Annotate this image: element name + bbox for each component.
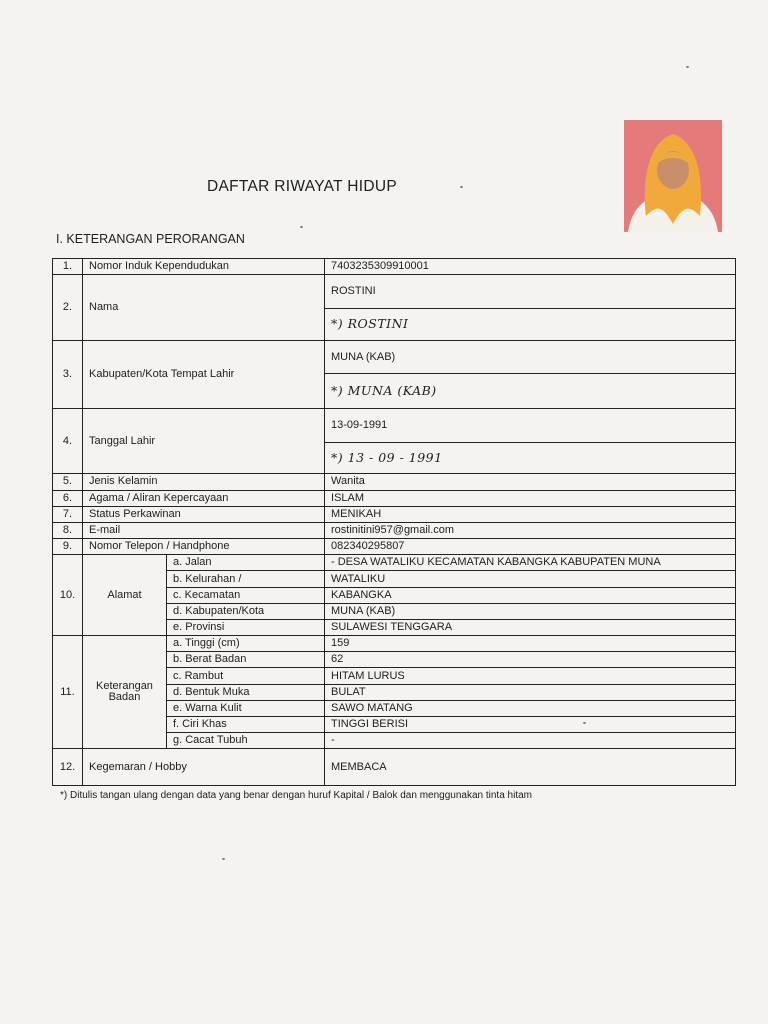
sub-label: f. Ciri Khas <box>167 716 325 732</box>
sub-value: WATALIKU <box>325 571 736 587</box>
sub-label: a. Jalan <box>167 555 325 571</box>
row-number: 3. <box>53 340 83 408</box>
sub-value: KABANGKA <box>325 587 736 603</box>
scan-speck <box>583 722 586 724</box>
field-value: ROSTINI <box>325 275 736 308</box>
field-value: Wanita <box>325 474 736 490</box>
row-hobby <box>53 749 736 786</box>
row-nama <box>53 275 736 308</box>
field-label: Status Perkawinan <box>83 506 325 522</box>
sub-value: SULAWESI TENGGARA <box>325 619 736 635</box>
row-number: 9. <box>53 539 83 555</box>
row-alamat <box>53 555 736 571</box>
row-tempat-lahir <box>53 340 736 373</box>
row-tanggal-lahir <box>53 408 736 442</box>
group-label-line: Badan <box>108 691 141 704</box>
row-keterangan-badan <box>53 636 736 652</box>
sub-value: BULAT <box>325 684 736 700</box>
sub-value: MUNA (KAB) <box>325 603 736 619</box>
sub-label: e. Provinsi <box>167 619 325 635</box>
sub-label: a. Tinggi (cm) <box>167 636 325 652</box>
sub-label: d. Kabupaten/Kota <box>167 603 325 619</box>
sub-label: c. Kecamatan <box>167 587 325 603</box>
handwritten-value: *) MUNA (KAB) <box>325 374 736 408</box>
row-number: 5. <box>53 474 83 490</box>
sub-label: e. Warna Kulit <box>167 700 325 716</box>
group-label: Alamat <box>83 555 167 636</box>
sub-value: SAWO MATANG <box>325 700 736 716</box>
sub-value: 159 <box>325 636 736 652</box>
row-nik <box>53 259 736 275</box>
sub-value: - <box>325 733 736 749</box>
field-label: Agama / Aliran Kepercayaan <box>83 490 325 506</box>
handwritten-value: *) ROSTINI <box>325 308 736 340</box>
field-value: rostinitini957@gmail.com <box>325 522 736 538</box>
sub-label: b. Berat Badan <box>167 652 325 668</box>
field-label: Nama <box>83 275 325 341</box>
row-telepon <box>53 539 736 555</box>
field-value: 082340295807 <box>325 539 736 555</box>
row-agama <box>53 490 736 506</box>
field-label: Nomor Telepon / Handphone <box>83 539 325 555</box>
row-number: 12. <box>53 749 83 786</box>
scan-speck <box>460 186 463 188</box>
row-status-perkawinan <box>53 506 736 522</box>
field-label: Kabupaten/Kota Tempat Lahir <box>83 340 325 408</box>
row-number: 7. <box>53 506 83 522</box>
section-title: I. KETERANGAN PERORANGAN <box>56 232 245 246</box>
sub-label: d. Bentuk Muka <box>167 684 325 700</box>
field-label: Nomor Induk Kependudukan <box>83 259 325 275</box>
field-value: MEMBACA <box>325 749 736 786</box>
handwritten-value: *) 13 - 09 - 1991 <box>325 443 736 474</box>
group-label <box>83 636 167 749</box>
group-label-line: Keterangan <box>96 680 153 693</box>
row-number: 6. <box>53 490 83 506</box>
row-jenis-kelamin <box>53 474 736 490</box>
row-email <box>53 522 736 538</box>
field-label: E-mail <box>83 522 325 538</box>
sub-value: - DESA WATALIKU KECAMATAN KABANGKA KABUPATEN MUNA <box>325 555 736 571</box>
personal-info-table <box>52 258 736 786</box>
field-value: ISLAM <box>325 490 736 506</box>
sub-value: TINGGI BERISI <box>325 716 736 732</box>
scan-speck <box>222 858 225 860</box>
scan-speck <box>686 66 689 68</box>
field-value: 13-09-1991 <box>325 408 736 442</box>
sub-value: HITAM LURUS <box>325 668 736 684</box>
row-number: 8. <box>53 522 83 538</box>
row-number: 10. <box>53 555 83 636</box>
row-number: 4. <box>53 408 83 474</box>
row-number: 11. <box>53 636 83 749</box>
profile-photo <box>624 120 722 232</box>
sub-value: 62 <box>325 652 736 668</box>
field-value: MUNA (KAB) <box>325 340 736 373</box>
row-number: 2. <box>53 275 83 341</box>
row-number: 1. <box>53 259 83 275</box>
sub-label: b. Kelurahan / <box>167 571 325 587</box>
field-label: Tanggal Lahir <box>83 408 325 474</box>
document-title: DAFTAR RIWAYAT HIDUP <box>207 178 397 195</box>
footnote: *) Ditulis tangan ulang dengan data yang benar dengan huruf Kapital / Balok dan menggunakan tinta hitam <box>60 790 533 801</box>
scan-speck <box>300 226 303 228</box>
field-value: 7403235309910001 <box>325 259 736 275</box>
sub-label: c. Rambut <box>167 668 325 684</box>
field-label: Kegemaran / Hobby <box>83 749 325 786</box>
field-value: MENIKAH <box>325 506 736 522</box>
sub-label: g. Cacat Tubuh <box>167 733 325 749</box>
field-label: Jenis Kelamin <box>83 474 325 490</box>
